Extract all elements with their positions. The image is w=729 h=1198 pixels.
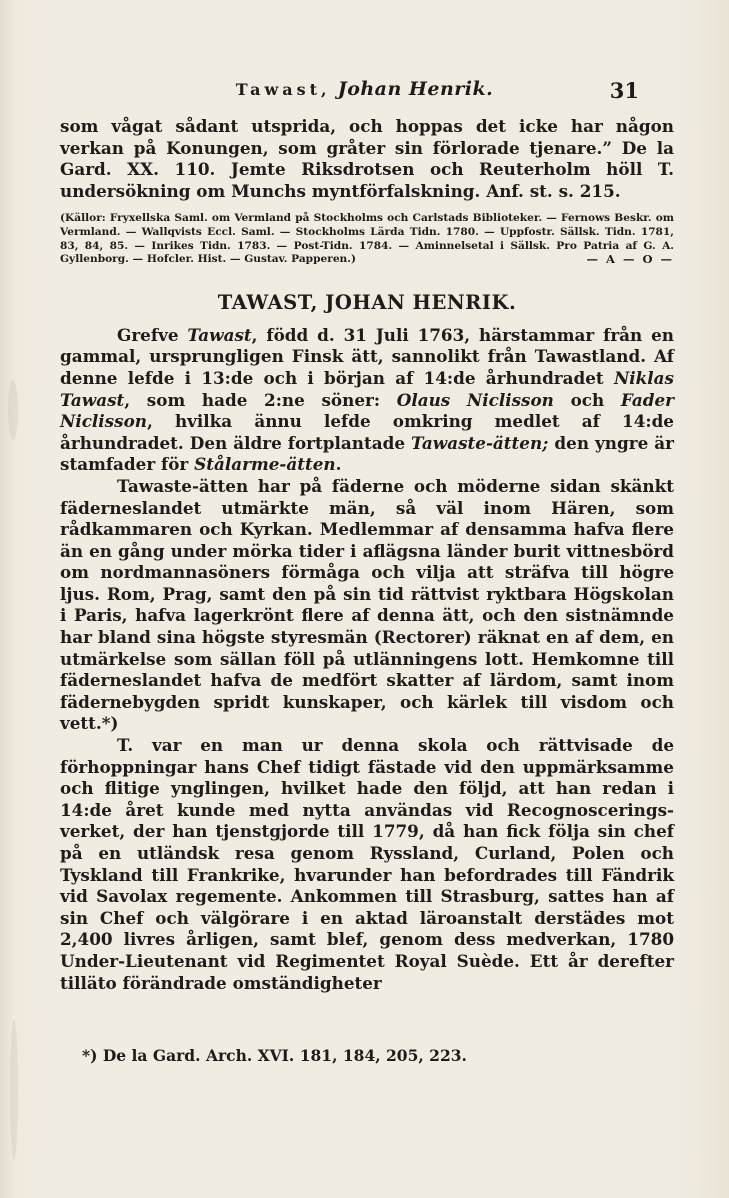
page-header [0,78,729,108]
person-name: Olaus Niclisson [396,389,554,410]
page-stain [10,1020,18,1160]
text-run: , hvilka ännu lefde omkring medlet af 14:de århundradet. Den äldre fortplantade [60,411,674,453]
text-run: . [335,454,342,475]
person-name: Niklas Tawast [60,367,674,410]
sources-text: (Källor: Fryxellska Saml. om Vermland på Stockholms och Carlstads Biblioteker. — Fernows Beskr. om Vermland. — Wallqvists Eccl. Saml. — Stockholms Lärda Tidn. 1780. — Uppfostr. Sällsk. Tidn. 1781, 83, 84, 85. — Inrikes Tidn. 1783. — Post-Tidn. 1784. — Aminnelsetal i Sällsk. Pro Patria af G. A. Gyllenborg. — Hofcler. Hist. — Gustav. Papperen.) [60,212,674,266]
family-name: Tawaste-ätten; [411,432,549,453]
text-run: , som hade 2:ne söner: [124,389,397,410]
footnote: *) De la Gard. Arch. XVI. 181, 184, 205, 223. [82,1046,467,1065]
text-run: Grefve [117,324,188,345]
text-run: den yngre är stamfader för [60,432,674,475]
paragraph-birth [60,325,674,476]
running-head-given: Johan Henrik. [337,78,494,100]
author-signature: — A — O — [586,252,674,267]
page-stain [8,380,18,440]
page-number: 31 [609,78,639,103]
section-title: TAWAST, JOHAN HENRIK. [217,290,517,314]
person-name: Fader Niclisson [60,389,674,432]
intro-paragraph: som vågat sådant utsprida, och hoppas det icke har någon verkan på Konungen, som gråter sin förlorade tjenare.” De la Gard. XX. 110. Jemte Riksdrotsen och Reuterholm höll T. undersökning om Munchs myntförfalskning. Anf. st. s. 215. [60,116,674,201]
text-run: och [553,389,621,410]
family-name: Stålarme-ätten [194,454,336,475]
paragraph-family: Tawaste-ätten har på fäderne och möderne sidan skänkt fäderneslandet utmärkte män, så väl inom Hären, som rådkammaren och Kyrkan. Medlemmar af densamma hafva flere än en gång under mörka tider i aflägsna länder burit vittnesbörd om nordmannasöners förmåga och vilja att sträfva till högre ljus. Rom, Prag, samt den på sin tid rättvist ryktbara Högskolan i Paris, hafva lagerkrönt flere af denna ätt, och den sistnämnde har bland sina högste styresmän (Rectorer) räknat en af dem, en utmärkelse som sällan föll på utlänningens lott. Hemkomne till fäderneslandet hafva de medfört skatter af lärdom, samt inom fädernebygden spridt kunskaper, och kärlek till visdom och vett.*) [60,475,674,734]
body-text [60,116,674,994]
sources-note [60,212,674,266]
text-run: , född d. 31 Juli 1763, härstammar från en gammal, ursprungligen Finsk ätt, sannolikt från Tawastland. Af denne lefde i 13:de och i början af 14:de århundradet [60,324,674,388]
paragraph-career: T. var en man ur denna skola och rättvisade de förhoppningar hans Chef tidigt fästade vid den uppmärksamme och flitige ynglingen, hvilket hade den följd, att han redan i 14:de året kunde med nytta användas vid Recognoscerings-verket, der han tjenstgjorde till 1779, då han fick följa sin chef på en utländsk resa genom Ryssland, Curland, Polen och Tyskland till Frankrike, hvarunder han befordrades till Fändrik vid Savolax regemente. Ankommen till Strasburg, sattes han af sin Chef och välgörare i en aktad läroanstalt derstädes mot 2,400 livres årligen, samt blef, genom dess medverkan, 1780 Under-Lieutenant vid Regimentet Royal Suède. Ett år derefter tilläto förändrade omständigheter [60,735,674,993]
person-name: Tawast [187,324,252,345]
running-head-surname: Tawast, [235,80,331,99]
